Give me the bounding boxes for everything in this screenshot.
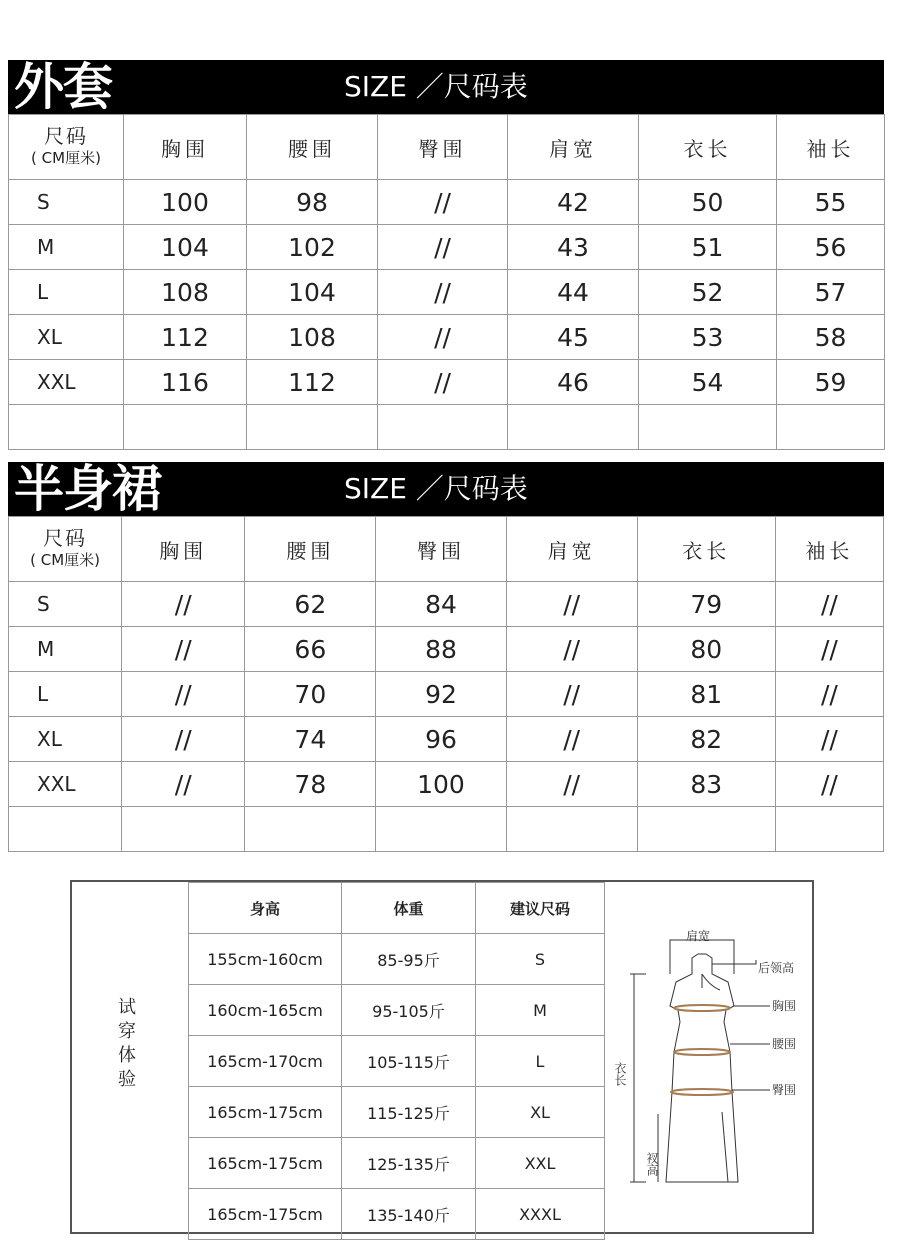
shoulder-cell: 46 <box>508 360 639 405</box>
waist-cell: 112 <box>247 360 378 405</box>
jacket-title: 外套 <box>14 58 112 116</box>
sleeve-cell: 59 <box>777 360 885 405</box>
label-slit: 衩高 <box>645 1152 659 1176</box>
table-row <box>189 1087 605 1138</box>
jacket-size-label: SIZE ／尺码表 <box>344 70 528 103</box>
shoulder-cell: 45 <box>508 315 639 360</box>
sleeve-cell: // <box>775 672 883 717</box>
weight-cell: 95-105斤 <box>342 985 476 1036</box>
size-cell: XL <box>9 717 122 762</box>
header-waist: 腰围 <box>247 115 378 180</box>
waist-cell: 62 <box>245 582 376 627</box>
chest-cell: 104 <box>124 225 247 270</box>
shoulder-cell: // <box>506 762 637 807</box>
skirt-banner <box>8 462 884 516</box>
height-cell: 165cm-175cm <box>189 1138 342 1189</box>
header-length: 衣长 <box>639 115 777 180</box>
suggested-size-cell: XXL <box>476 1138 605 1189</box>
table-row-empty <box>9 405 885 450</box>
sleeve-cell: 56 <box>777 225 885 270</box>
size-cell: M <box>9 627 122 672</box>
table-row <box>9 360 885 405</box>
label-shoulder: 肩宽 <box>686 929 711 943</box>
table-row <box>9 717 884 762</box>
shoulder-cell: // <box>506 672 637 717</box>
suggested-size-cell: XL <box>476 1087 605 1138</box>
size-cell: XL <box>9 315 124 360</box>
label-collar: 后领高 <box>758 961 795 975</box>
label-waist: 腰围 <box>772 1037 797 1051</box>
size-cell: L <box>9 270 124 315</box>
jacket-size-table <box>8 114 885 450</box>
height-cell: 165cm-170cm <box>189 1036 342 1087</box>
table-row <box>9 270 885 315</box>
hip-cell: // <box>378 315 508 360</box>
table-row <box>9 225 885 270</box>
header-weight: 体重 <box>342 883 476 934</box>
waist-cell: 74 <box>245 717 376 762</box>
shoulder-cell: // <box>506 717 637 762</box>
table-row <box>189 1036 605 1087</box>
size-cell: XXL <box>9 762 122 807</box>
sleeve-cell: // <box>775 717 883 762</box>
length-cell: 53 <box>639 315 777 360</box>
header-sleeve: 袖长 <box>775 517 883 582</box>
hip-cell: 100 <box>376 762 506 807</box>
chest-cell: // <box>122 627 245 672</box>
height-cell: 165cm-175cm <box>189 1189 342 1240</box>
length-cell: 79 <box>637 582 775 627</box>
hip-cell: // <box>378 360 508 405</box>
table-row <box>189 985 605 1036</box>
skirt-size-label: SIZE ／尺码表 <box>344 472 528 505</box>
chest-cell: 112 <box>124 315 247 360</box>
label-hip: 臀围 <box>772 1083 797 1097</box>
weight-cell: 115-125斤 <box>342 1087 476 1138</box>
table-row <box>189 934 605 985</box>
table-row <box>189 1189 605 1240</box>
suggested-size-cell: M <box>476 985 605 1036</box>
skirt-title: 半身裙 <box>14 460 161 518</box>
chest-cell: // <box>122 717 245 762</box>
skirt-size-table <box>8 516 884 852</box>
header-suggested-size: 建议尺码 <box>476 883 605 934</box>
hip-cell: // <box>378 180 508 225</box>
size-header: 尺码 ( CM厘米) <box>9 517 122 582</box>
shoulder-cell: 44 <box>508 270 639 315</box>
header-waist: 腰围 <box>245 517 376 582</box>
hip-cell: 96 <box>376 717 506 762</box>
length-cell: 82 <box>637 717 775 762</box>
shoulder-cell: 43 <box>508 225 639 270</box>
length-cell: 52 <box>639 270 777 315</box>
fitting-table <box>188 882 605 1240</box>
chest-cell: // <box>122 582 245 627</box>
suggested-size-cell: L <box>476 1036 605 1087</box>
shoulder-cell: // <box>506 582 637 627</box>
size-header: 尺码 ( CM厘米) <box>9 115 124 180</box>
length-cell: 51 <box>639 225 777 270</box>
chest-cell: // <box>122 762 245 807</box>
hip-cell: // <box>378 225 508 270</box>
length-cell: 50 <box>639 180 777 225</box>
table-header-row <box>189 883 605 934</box>
label-length: 衣长 <box>613 1062 627 1086</box>
header-shoulder: 肩宽 <box>506 517 637 582</box>
hip-cell: 92 <box>376 672 506 717</box>
chest-cell: 100 <box>124 180 247 225</box>
table-row <box>9 627 884 672</box>
table-row <box>9 582 884 627</box>
table-row <box>9 180 885 225</box>
chest-cell: 116 <box>124 360 247 405</box>
qipao-dress-diagram-icon <box>606 882 812 1232</box>
sleeve-cell: 57 <box>777 270 885 315</box>
size-cell: L <box>9 672 122 717</box>
table-header-row <box>9 517 884 582</box>
weight-cell: 105-115斤 <box>342 1036 476 1087</box>
table-row <box>9 762 884 807</box>
height-cell: 165cm-175cm <box>189 1087 342 1138</box>
table-row <box>189 1138 605 1189</box>
waist-cell: 66 <box>245 627 376 672</box>
length-cell: 80 <box>637 627 775 672</box>
waist-cell: 98 <box>247 180 378 225</box>
suggested-size-cell: S <box>476 934 605 985</box>
header-hip: 臀围 <box>376 517 506 582</box>
header-hip: 臀围 <box>378 115 508 180</box>
header-shoulder: 肩宽 <box>508 115 639 180</box>
header-height: 身高 <box>189 883 342 934</box>
header-chest: 胸围 <box>124 115 247 180</box>
waist-cell: 102 <box>247 225 378 270</box>
sleeve-cell: // <box>775 627 883 672</box>
sleeve-cell: // <box>775 582 883 627</box>
shoulder-cell: // <box>506 627 637 672</box>
shoulder-cell: 42 <box>508 180 639 225</box>
length-cell: 83 <box>637 762 775 807</box>
table-row <box>9 315 885 360</box>
header-sleeve: 袖长 <box>777 115 885 180</box>
size-cell: M <box>9 225 124 270</box>
waist-cell: 78 <box>245 762 376 807</box>
height-cell: 155cm-160cm <box>189 934 342 985</box>
suggested-size-cell: XXXL <box>476 1189 605 1240</box>
header-chest: 胸围 <box>122 517 245 582</box>
hip-cell: 84 <box>376 582 506 627</box>
sleeve-cell: 55 <box>777 180 885 225</box>
weight-cell: 85-95斤 <box>342 934 476 985</box>
length-cell: 81 <box>637 672 775 717</box>
chest-cell: // <box>122 672 245 717</box>
hip-cell: 88 <box>376 627 506 672</box>
label-chest: 胸围 <box>772 999 797 1013</box>
weight-cell: 135-140斤 <box>342 1189 476 1240</box>
height-cell: 160cm-165cm <box>189 985 342 1036</box>
sleeve-cell: 58 <box>777 315 885 360</box>
hip-cell: // <box>378 270 508 315</box>
waist-cell: 108 <box>247 315 378 360</box>
skirt-size-section <box>8 462 884 852</box>
chest-cell: 108 <box>124 270 247 315</box>
jacket-size-section <box>8 60 884 450</box>
table-header-row <box>9 115 885 180</box>
sleeve-cell: // <box>775 762 883 807</box>
waist-cell: 104 <box>247 270 378 315</box>
fitting-label: 试穿体验 <box>118 997 136 1090</box>
header-length: 衣长 <box>637 517 775 582</box>
size-cell: XXL <box>9 360 124 405</box>
length-cell: 54 <box>639 360 777 405</box>
table-row-empty <box>9 807 884 852</box>
size-cell: S <box>9 180 124 225</box>
waist-cell: 70 <box>245 672 376 717</box>
table-row <box>9 672 884 717</box>
fitting-guide-panel <box>70 880 814 1234</box>
weight-cell: 125-135斤 <box>342 1138 476 1189</box>
jacket-banner <box>8 60 884 114</box>
size-cell: S <box>9 582 122 627</box>
